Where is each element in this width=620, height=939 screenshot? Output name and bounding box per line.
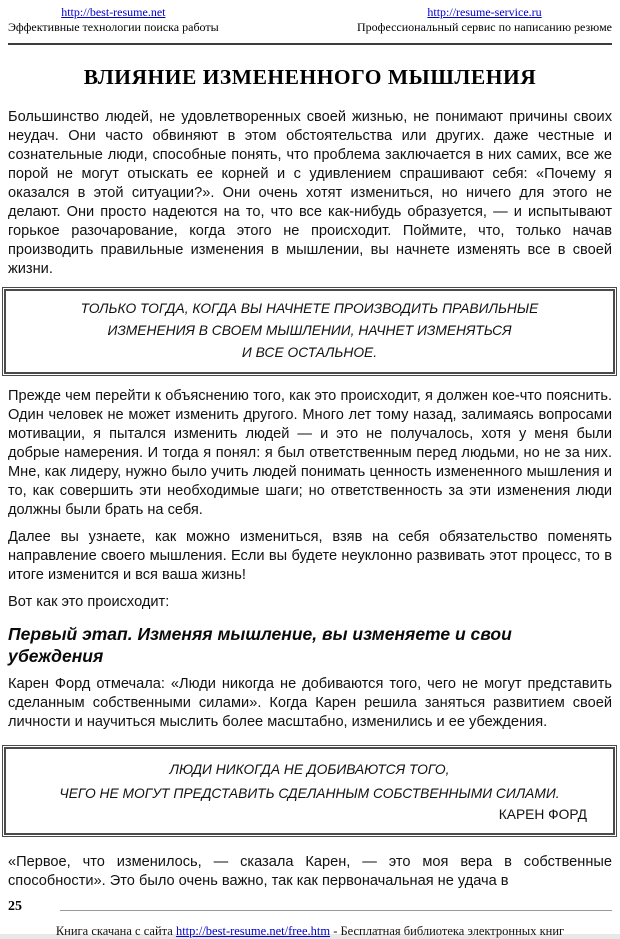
paragraph-5: Карен Форд отмечала: «Люди никогда не добиваются того, чего не могут представить сделанным собственными силами». Когда Карен решила заняться развитием своей личности и научиться мыслить более масштабно, изменились и ее убеждения. xyxy=(8,676,612,730)
quote1-line-3: И ВСЕ ОСТАЛЬНОЕ. xyxy=(241,345,378,360)
paragraph-3: Далее вы узнаете, как можно измениться, взяв на себя обязательство поменять направление своего мышления. Если вы будете неуклонно развивать этот процесс, то в итоге изменится и вся ваша жизнь! xyxy=(8,529,612,583)
quote2-line-2: ЧЕГО НЕ МОГУТ ПРЕДСТАВИТЬ СДЕЛАННЫМ СОБСТВЕННЫМИ СИЛАМИ. xyxy=(59,786,560,801)
paragraph-1: Большинство людей, не удовлетворенных своей жизнью, не понимают причины своих неудач. Они часто обвиняют в этом обстоятельства или других. даже честные и сознательные люди, способные понять, что проблема заключается в них самих, все же порой не могут отыскать ее корней и с удивлением спрашивают себя: «Почему я оказался в этой ситуации?». Они очень хотят измениться, но ничего для этого не делают. Они просто надеются на то, что все как-нибудь образуется, — и испытывают горькое разочарование, когда этого не происходит. Поймите, что, только начав производить правильные изменения в мышлении, вы начнете изменять все в своей жизни. xyxy=(8,109,612,277)
header-right-tagline: Профессиональный сервис по написанию резюме xyxy=(357,20,612,34)
header-left-block xyxy=(8,5,219,35)
stage-heading-line-1: Первый этап. Изменяя мышление, вы изменяете и свои xyxy=(8,624,512,644)
chapter-title: ВЛИЯНИЕ ИЗМЕНЕННОГО МЫШЛЕНИЯ xyxy=(83,65,537,89)
stage-heading-line-2: убеждения xyxy=(8,645,104,666)
footer-note-before: Книга скачана с сайта xyxy=(55,924,176,938)
header-right-block xyxy=(357,5,612,35)
footer-link[interactable]: http://best-resume.net/free.htm xyxy=(175,924,331,938)
header-right-link[interactable]: http://resume-service.ru xyxy=(427,5,542,19)
header-left-tagline: Эффективные технологии поиска работы xyxy=(8,20,219,34)
page-number: 25 xyxy=(8,899,22,914)
paragraph-2: Прежде чем перейти к объяснению того, как это происходит, я должен кое-что пояснить. Один человек не может изменить другого. Много лет тому назад, залимаясь вопросами мотивации, я пытался изменить людей — и это не получалось, хотя у меня были добрые намерения. И тогда я понял: я был ответственным перед людьми, но не за них. Мне, как лидеру, нужно было учить людей понимать ценность измененного мышления и то, как совершить эти необходимые шаги; но ответственность за эти изменения люди должны были брать на себя. xyxy=(8,388,612,518)
quote-box-2 xyxy=(2,745,617,837)
paragraph-6: «Первое, что изменилось, — сказала Карен, — это моя вера в собственные способности». Это было очень важно, так как первоначальная не удача в xyxy=(8,854,612,889)
quote-box-1 xyxy=(2,287,617,376)
footer-divider xyxy=(60,910,612,911)
quote2-line-1: ЛЮДИ НИКОГДА НЕ ДОБИВАЮТСЯ ТОГО, xyxy=(169,762,450,777)
quote2-attribution: КАРЕН ФОРД xyxy=(498,807,587,822)
quote1-line-1: ТОЛЬКО ТОГДА, КОГДА ВЫ НАЧНЕТЕ ПРОИЗВОДИТЬ ПРАВИЛЬНЫЕ xyxy=(80,301,539,316)
header-left-link[interactable]: http://best-resume.net xyxy=(61,5,166,19)
stage-heading xyxy=(8,624,612,667)
quote1-line-2: ИЗМЕНЕНИЯ В СВОЕМ МЫШЛЕНИИ, НАЧНЕТ ИЗМЕНЯТЬСЯ xyxy=(107,323,512,338)
paragraph-4: Вот как это происходит: xyxy=(8,594,170,610)
page-header xyxy=(8,5,612,35)
header-divider xyxy=(8,43,612,45)
footer-note-after: - Бесплатная библиотека электронных книг xyxy=(330,924,565,938)
footer-row xyxy=(8,899,612,915)
footer-note xyxy=(8,924,612,939)
